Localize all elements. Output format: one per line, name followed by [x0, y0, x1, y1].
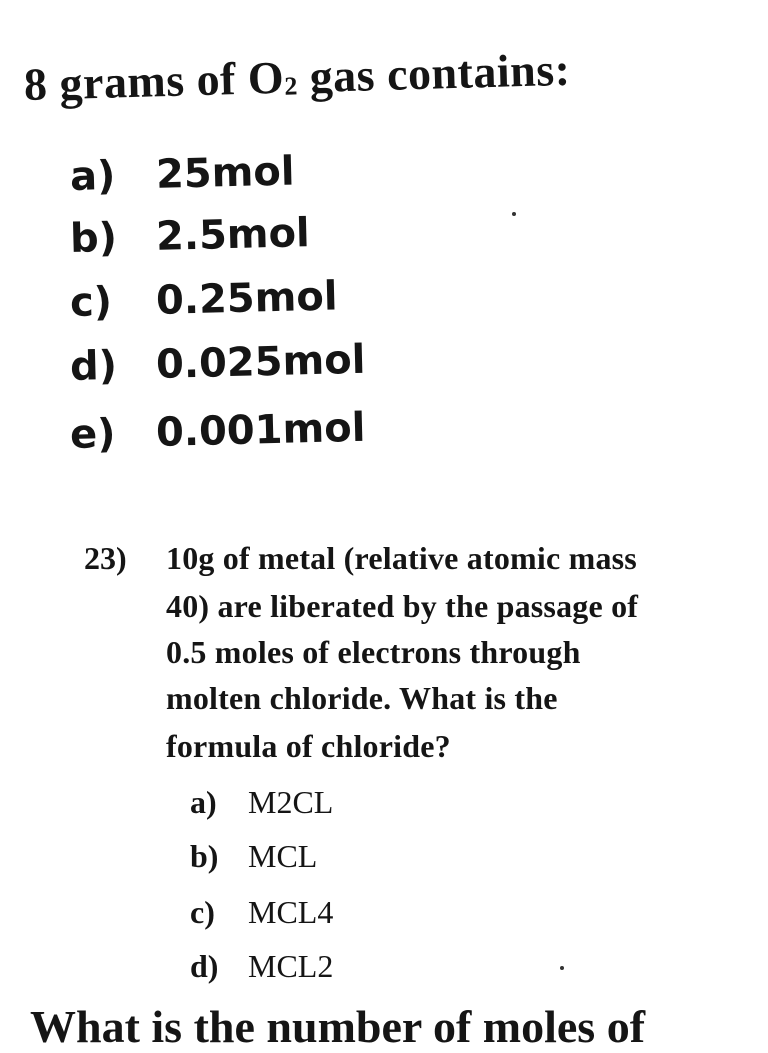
stray-mark [560, 966, 564, 970]
question-2-option-d [190, 948, 333, 985]
option-letter: a) [69, 152, 116, 200]
question-2-option-b [190, 838, 317, 875]
question-1-option-a [69, 145, 295, 201]
option-value: 0.025mol [155, 336, 366, 388]
option-value: MCL4 [248, 894, 334, 930]
option-letter: d) [190, 948, 219, 984]
question-1-option-d [69, 333, 366, 391]
question-1-option-e [69, 401, 366, 459]
option-letter: b) [69, 214, 118, 262]
question-1-stem [23, 43, 571, 111]
stem-prefix: 8 grams of O [23, 51, 285, 110]
question-2-line-1: 10g of metal (relative atomic mass [166, 540, 637, 576]
option-value: 0.001mol [155, 404, 366, 456]
option-value: MCL [248, 838, 318, 874]
question-2-line-3: 0.5 moles of electrons through [166, 634, 581, 670]
option-letter: c) [190, 894, 215, 930]
option-letter: b) [190, 838, 219, 874]
option-letter: c) [69, 278, 113, 326]
question-2-line-2: 40) are liberated by the passage of [166, 588, 639, 624]
option-value: 2.5mol [155, 210, 311, 260]
question-2-line-4: molten chloride. What is the [166, 680, 558, 716]
option-letter: a) [190, 784, 217, 820]
question-1-option-b [69, 206, 310, 263]
question-2-option-a [190, 784, 333, 821]
stem-suffix: gas contains: [296, 43, 572, 103]
option-value: 0.25mol [155, 273, 339, 324]
question-2-number: 23) [84, 540, 127, 576]
option-letter: d) [69, 342, 118, 390]
option-value: MCL2 [248, 948, 334, 984]
question-2-line-5: formula of chloride? [166, 728, 451, 764]
question-2-option-c [190, 894, 333, 931]
question-1-option-c [69, 269, 338, 327]
stray-mark [512, 212, 516, 216]
option-value: M2CL [248, 784, 334, 820]
option-value: 25mol [155, 148, 296, 198]
option-letter: e) [69, 410, 117, 458]
next-question-partial: What is the number of moles of [30, 1001, 646, 1052]
stem-subscript: 2 [283, 71, 299, 101]
